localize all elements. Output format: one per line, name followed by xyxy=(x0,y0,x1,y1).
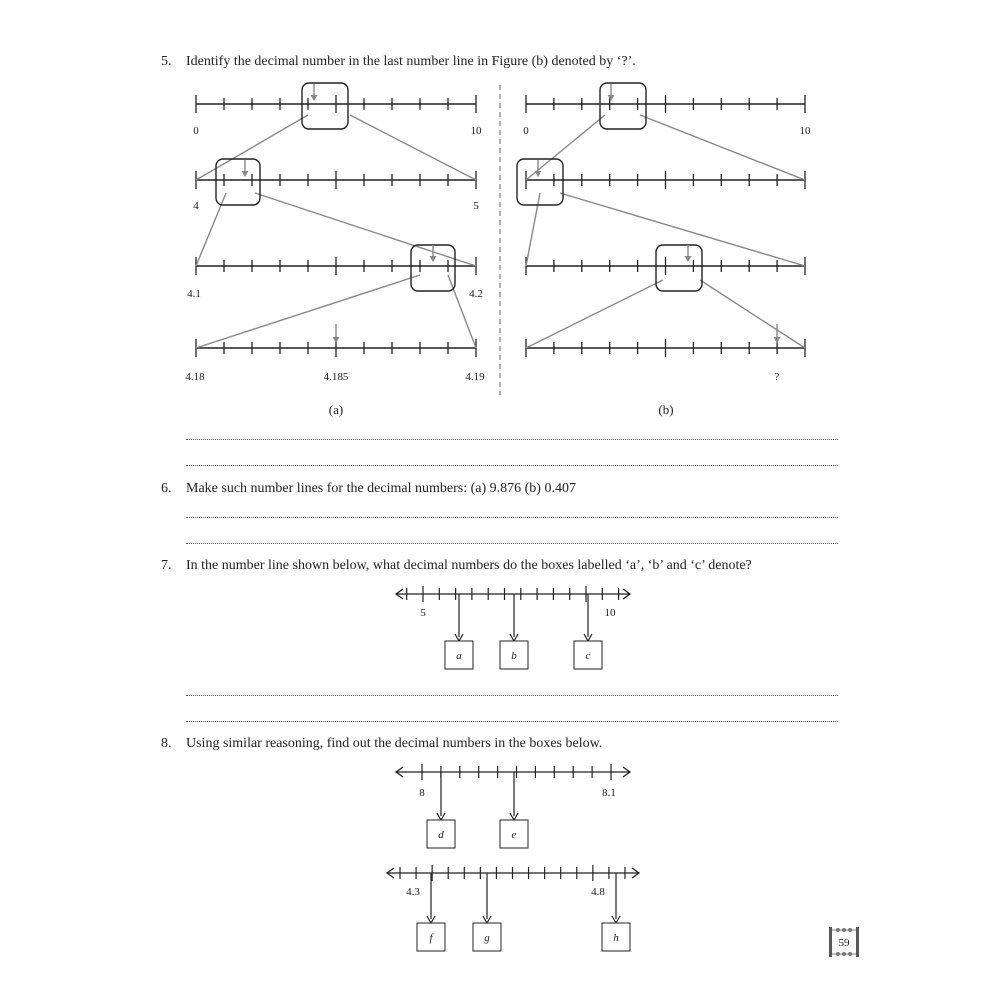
zoom-connector xyxy=(255,193,476,266)
marker-arrow-head xyxy=(333,337,340,343)
zoom-connector xyxy=(448,275,476,348)
label-a-row1-right: 10 xyxy=(470,125,482,137)
question-number: 7. xyxy=(161,558,172,573)
marker-arrow-head xyxy=(608,95,615,101)
page-number: 59 xyxy=(838,937,850,949)
q8-line1-label-left: 8 xyxy=(419,787,425,799)
label-a-row4-left: 4.18 xyxy=(185,371,205,383)
label-b-row1-left: 0 xyxy=(523,125,529,137)
q7-label-left: 5 xyxy=(420,607,426,619)
zoom-connector xyxy=(526,280,663,348)
q7-number-line xyxy=(396,586,630,641)
zoom-box xyxy=(302,83,348,129)
q8-line1-label-right: 8.1 xyxy=(602,787,616,799)
zoom-connector xyxy=(196,115,308,180)
zoom-connector xyxy=(640,115,805,180)
answer-line[interactable] xyxy=(186,695,838,696)
page-number-badge xyxy=(828,926,860,958)
box-label-f: f xyxy=(429,932,433,944)
question-text: Make such number lines for the decimal numbers: (a) 9.876 (b) 0.407 xyxy=(186,481,576,496)
answer-line[interactable] xyxy=(186,543,838,544)
zoom-box xyxy=(656,245,702,291)
marker-arrow-head xyxy=(430,256,437,262)
marker-arrow-head xyxy=(311,95,318,101)
marker-arrow-head xyxy=(242,171,249,177)
label-a-row3-left: 4.1 xyxy=(187,288,201,300)
caption-b: (b) xyxy=(658,402,674,417)
box-label-c: c xyxy=(585,650,591,662)
question-text: Using similar reasoning, find out the decimal numbers in the boxes below. xyxy=(186,736,603,751)
box-label-b: b xyxy=(511,650,517,662)
label-a-row2-left: 4 xyxy=(193,200,199,212)
zoom-box xyxy=(517,159,563,205)
question-text: In the number line shown below, what decimal numbers do the boxes labelled ‘a’, ‘b’ and ‘c’ denote? xyxy=(186,558,752,573)
zoom-connector xyxy=(196,275,420,348)
q8-line2-label-right: 4.8 xyxy=(591,886,605,898)
label-b-row1-right: 10 xyxy=(799,125,811,137)
zoom-connector xyxy=(526,193,540,266)
marker-arrow-head xyxy=(685,256,692,262)
zoom-box xyxy=(216,159,260,205)
question-number: 6. xyxy=(161,481,172,496)
question-number: 5. xyxy=(161,54,172,69)
label-a-row1-left: 0 xyxy=(193,125,199,137)
q8-number-line-1 xyxy=(396,764,630,820)
zoom-connector xyxy=(700,280,805,348)
zoom-connector xyxy=(196,193,226,266)
question-number: 8. xyxy=(161,736,172,751)
box-label-g: g xyxy=(484,932,490,944)
label-b-unknown: ? xyxy=(774,371,780,383)
zoom-connector xyxy=(560,193,805,266)
zoom-box xyxy=(600,83,646,129)
box-label-d: d xyxy=(438,829,444,841)
label-a-row3-right: 4.2 xyxy=(469,288,483,300)
answer-line[interactable] xyxy=(186,439,838,440)
answer-line[interactable] xyxy=(186,465,838,466)
label-a-row4-mid: 4.185 xyxy=(323,371,349,383)
question-text: Identify the decimal number in the last number line in Figure (b) denoted by ‘?’. xyxy=(186,54,636,69)
answer-line[interactable] xyxy=(186,517,838,518)
marker-arrow-head xyxy=(535,171,542,177)
label-a-row2-right: 5 xyxy=(473,200,479,212)
q8-line2-label-left: 4.3 xyxy=(406,886,420,898)
label-a-row4-right: 4.19 xyxy=(465,371,485,383)
marker-arrow-head xyxy=(774,337,781,343)
box-label-a: a xyxy=(456,650,462,662)
box-label-e: e xyxy=(511,829,517,841)
caption-a: (a) xyxy=(328,402,344,417)
zoom-connector xyxy=(350,115,476,180)
answer-line[interactable] xyxy=(186,721,838,722)
q7-label-right: 10 xyxy=(604,607,616,619)
box-label-h: h xyxy=(613,932,619,944)
